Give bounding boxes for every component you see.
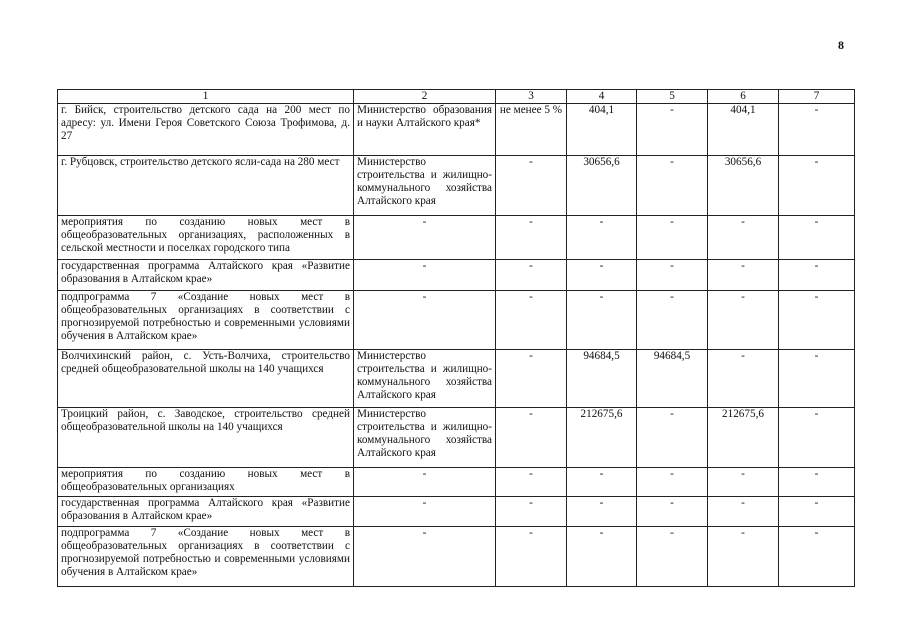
cell-col6: - <box>708 527 779 587</box>
cell-col4: - <box>567 497 637 527</box>
cell-col7: - <box>779 408 855 468</box>
table-row <box>58 468 855 497</box>
cell-col7: - <box>779 350 855 408</box>
cell-col6: - <box>708 468 779 497</box>
cell-executor: - <box>354 291 496 350</box>
cell-description: Волчихинский район, с. Усть-Волчиха, строительство средней общеобразовательной школы на 140 учащихся <box>58 350 354 408</box>
cell-description: подпрограмма 7 «Создание новых мест в общеобразовательных организациях в соответствии с прогнозируемой потребностью и современными условиями обучения в Алтайском крае» <box>58 291 354 350</box>
column-header: 3 <box>496 90 567 104</box>
cell-col4: - <box>567 468 637 497</box>
cell-col4: - <box>567 216 637 260</box>
cell-share: - <box>496 156 567 216</box>
cell-description: мероприятия по созданию новых мест в общеобразовательных организациях <box>58 468 354 497</box>
cell-share: - <box>496 350 567 408</box>
cell-col4: - <box>567 291 637 350</box>
cell-share: - <box>496 497 567 527</box>
cell-col4: 404,1 <box>567 104 637 156</box>
table-row <box>58 291 855 350</box>
table-row <box>58 156 855 216</box>
cell-executor: - <box>354 216 496 260</box>
cell-share: - <box>496 527 567 587</box>
cell-col5: - <box>637 408 708 468</box>
cell-description: подпрограмма 7 «Создание новых мест в общеобразовательных организациях в соответствии с прогнозируемой потребностью и современными условиями обучения в Алтайском крае» <box>58 527 354 587</box>
cell-description: мероприятия по созданию новых мест в общеобразовательных организациях, расположенных в сельской местности и поселках городского типа <box>58 216 354 260</box>
cell-description: г. Бийск, строительство детского сада на 200 мест по адресу: ул. Имени Героя Советского Союза Трофимова, д. 27 <box>58 104 354 156</box>
cell-executor: - <box>354 497 496 527</box>
cell-col6: 212675,6 <box>708 408 779 468</box>
page-number: 8 <box>838 38 844 52</box>
cell-col7: - <box>779 468 855 497</box>
table-row <box>58 527 855 587</box>
table-row <box>58 216 855 260</box>
cell-col4: - <box>567 260 637 291</box>
cell-description: государственная программа Алтайского края «Развитие образования в Алтайском крае» <box>58 497 354 527</box>
cell-col6: 30656,6 <box>708 156 779 216</box>
table-row <box>58 497 855 527</box>
cell-col4: 212675,6 <box>567 408 637 468</box>
cell-executor: Министерство образования и науки Алтайского края* <box>354 104 496 156</box>
cell-col5: - <box>637 527 708 587</box>
cell-col5: - <box>637 497 708 527</box>
cell-share: - <box>496 408 567 468</box>
cell-executor: Министерство строительства и жилищно-коммунального хозяйства Алтайского края <box>354 350 496 408</box>
cell-executor: Министерство строительства и жилищно-коммунального хозяйства Алтайского края <box>354 156 496 216</box>
cell-col6: - <box>708 216 779 260</box>
cell-description: г. Рубцовск, строительство детского ясли-сада на 280 мест <box>58 156 354 216</box>
cell-share: - <box>496 291 567 350</box>
cell-col5: 94684,5 <box>637 350 708 408</box>
cell-col6: 404,1 <box>708 104 779 156</box>
cell-col7: - <box>779 104 855 156</box>
column-header: 5 <box>637 90 708 104</box>
table-row <box>58 104 855 156</box>
cell-col4: 30656,6 <box>567 156 637 216</box>
column-header: 4 <box>567 90 637 104</box>
column-header: 7 <box>779 90 855 104</box>
table-row <box>58 408 855 468</box>
cell-executor: Министерство строительства и жилищно-коммунального хозяйства Алтайского края <box>354 408 496 468</box>
cell-executor: - <box>354 527 496 587</box>
cell-col7: - <box>779 291 855 350</box>
cell-col5: - <box>637 104 708 156</box>
column-header: 6 <box>708 90 779 104</box>
cell-col5: - <box>637 156 708 216</box>
cell-col6: - <box>708 350 779 408</box>
cell-col7: - <box>779 527 855 587</box>
cell-share: - <box>496 260 567 291</box>
cell-executor: - <box>354 468 496 497</box>
cell-col5: - <box>637 468 708 497</box>
cell-col6: - <box>708 291 779 350</box>
cell-description: государственная программа Алтайского края «Развитие образования в Алтайском крае» <box>58 260 354 291</box>
cell-col6: - <box>708 260 779 291</box>
cell-share: - <box>496 468 567 497</box>
cell-col7: - <box>779 216 855 260</box>
budget-table <box>57 89 855 587</box>
cell-share: не менее 5 % <box>496 104 567 156</box>
cell-col7: - <box>779 156 855 216</box>
cell-col5: - <box>637 216 708 260</box>
cell-description: Троицкий район, с. Заводское, строительство средней общеобразовательной школы на 140 учащихся <box>58 408 354 468</box>
cell-share: - <box>496 216 567 260</box>
cell-col5: - <box>637 260 708 291</box>
cell-col7: - <box>779 260 855 291</box>
table-row <box>58 260 855 291</box>
cell-executor: - <box>354 260 496 291</box>
column-header: 1 <box>58 90 354 104</box>
cell-col7: - <box>779 497 855 527</box>
table-row <box>58 350 855 408</box>
cell-col4: - <box>567 527 637 587</box>
cell-col6: - <box>708 497 779 527</box>
column-header: 2 <box>354 90 496 104</box>
header-row <box>58 90 855 104</box>
cell-col5: - <box>637 291 708 350</box>
cell-col4: 94684,5 <box>567 350 637 408</box>
